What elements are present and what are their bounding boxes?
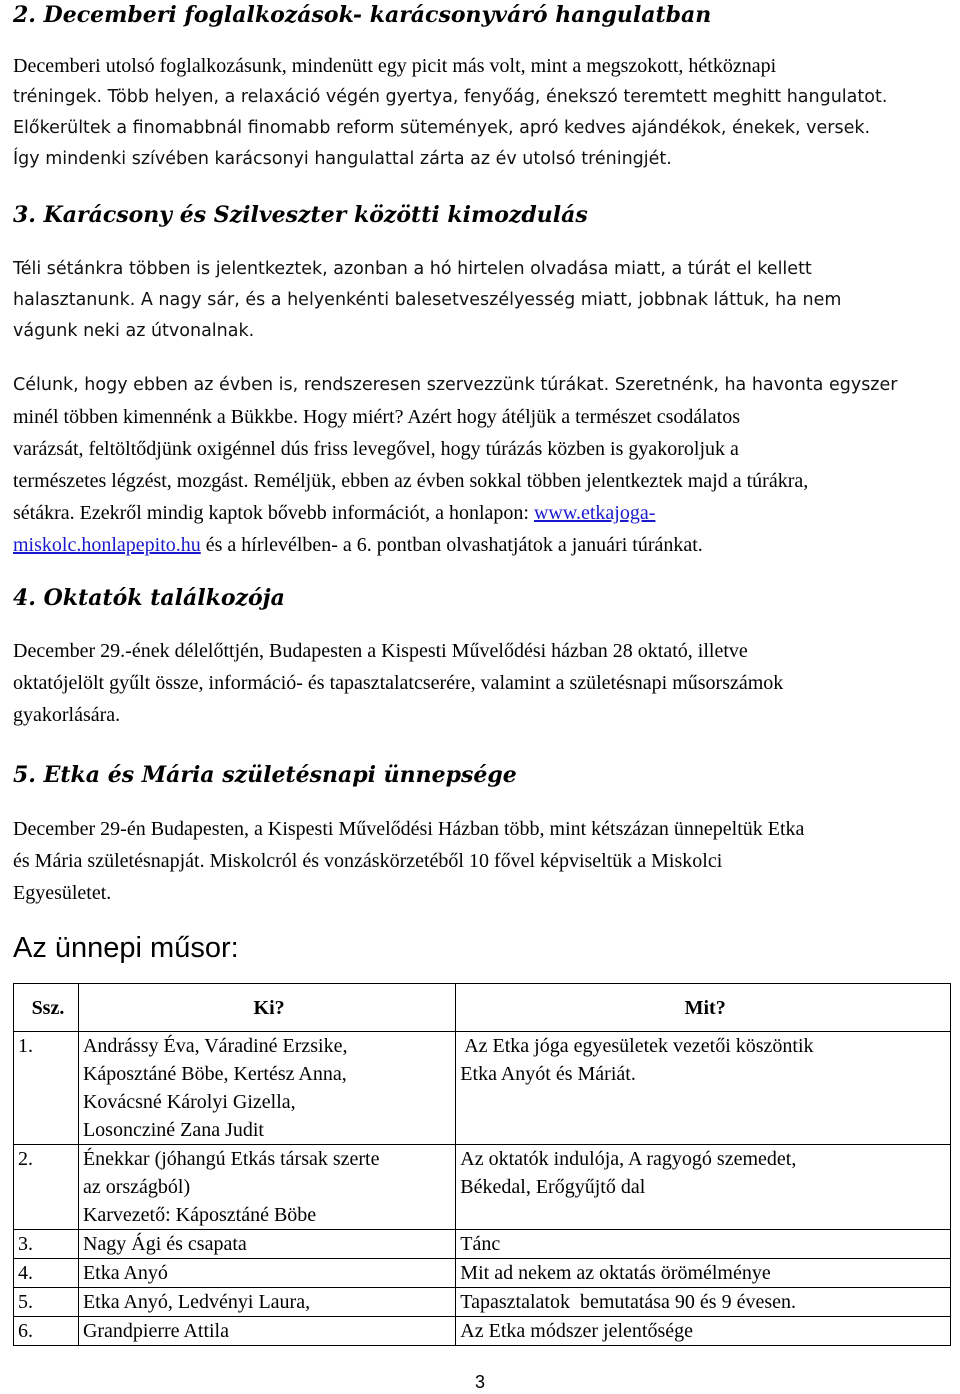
cell-line: Etka Anyó bbox=[82, 1262, 168, 1284]
website-link[interactable]: www.etkajoga- bbox=[533, 502, 656, 524]
cell-who bbox=[78, 1145, 455, 1230]
cell-line: Tapasztalatok bemutatása 90 és 9 évesen. bbox=[460, 1291, 796, 1313]
cell-line: Az Etka módszer jelentősége bbox=[460, 1320, 693, 1342]
section-2 bbox=[13, 0, 958, 175]
cell-what bbox=[456, 1145, 951, 1230]
program-table-body bbox=[14, 1032, 951, 1346]
cell-what bbox=[456, 1259, 951, 1288]
cell-number: 5. bbox=[14, 1288, 79, 1317]
paragraph-line bbox=[13, 529, 958, 561]
cell-who bbox=[78, 1317, 455, 1346]
cell-number: 4. bbox=[14, 1259, 79, 1288]
cell-who bbox=[78, 1259, 455, 1288]
section-3-text-1 bbox=[13, 254, 958, 347]
cell-line: Az Etka jóga egyesületek vezetői köszöntik bbox=[460, 1035, 814, 1057]
cell-number: 2. bbox=[14, 1145, 79, 1230]
header-number: Ssz. bbox=[14, 984, 79, 1032]
website-link-continued[interactable]: miskolc.honlapepito.hu bbox=[13, 534, 201, 556]
cell-line: Káposztáné Böbe, Kertész Anna, bbox=[82, 1063, 347, 1085]
cell-line: Énekkar (jóhangú Etkás társak szerte bbox=[82, 1148, 380, 1170]
cell-line: az országból) bbox=[82, 1176, 191, 1198]
paragraph-line: tréningek. Több helyen, a relaxáció végén gyertya, fenyőág, énekszó teremtett meghitt hangulatot. bbox=[13, 87, 888, 107]
table-row bbox=[14, 1317, 951, 1346]
paragraph-line: halasztanunk. A nagy sár, és a helyenkénti balesetveszélyesség miatt, jobbnak láttuk, ha nem bbox=[13, 290, 842, 310]
page-number: 3 bbox=[474, 1372, 485, 1392]
cell-number: 3. bbox=[14, 1230, 79, 1259]
paragraph-line: gyakorlására. bbox=[13, 704, 121, 726]
paragraph-line: oktatójelölt gyűlt össze, információ- és tapasztalatcserére, valamint a születésnapi műsorszámok bbox=[13, 672, 784, 694]
section-3 bbox=[13, 200, 958, 561]
table-header-row bbox=[14, 984, 951, 1032]
paragraph-line: Előkerültek a finomabbnál finomabb reform sütemények, apró kedves ajándékok, énekek, versek. bbox=[13, 118, 871, 138]
cell-what bbox=[456, 1230, 951, 1259]
paragraph-line: Így mindenki szívében karácsonyi hangulattal zárta az év utolsó tréningjét. bbox=[13, 149, 672, 169]
section-3-text-2 bbox=[13, 370, 958, 561]
paragraph-line: minél többen kimennénk a Bükkbe. Hogy miért? Azért hogy átéljük a természet csodálatos bbox=[13, 406, 741, 428]
section-4 bbox=[13, 583, 958, 731]
table-row bbox=[14, 1032, 951, 1145]
paragraph-line: és Mária születésnapját. Miskolcról és vonzáskörzetéből 10 fővel képviseltük a Miskolci bbox=[13, 850, 723, 872]
section-4-text bbox=[13, 635, 958, 731]
cell-who bbox=[78, 1032, 455, 1145]
cell-line: Karvezető: Káposztáné Böbe bbox=[82, 1204, 317, 1226]
section-5 bbox=[13, 760, 958, 909]
paragraph-line: Egyesületet. bbox=[13, 882, 112, 904]
paragraph-line: Téli sétánkra többen is jelentkeztek, azonban a hó hirtelen olvadása miatt, a túrát el kellett bbox=[13, 259, 812, 279]
section-4-heading: 4. Oktatók találkozója bbox=[13, 585, 285, 611]
text-after-link: és a hírlevélben- a 6. pontban olvashatjátok a januári túránkat. bbox=[200, 534, 703, 556]
paragraph-line: Decemberi utolsó foglalkozásunk, mindenütt egy picit más volt, mint a megszokott, hétköznapi bbox=[13, 55, 777, 77]
table-row bbox=[14, 1288, 951, 1317]
cell-who bbox=[78, 1230, 455, 1259]
section-2-text bbox=[13, 51, 958, 175]
cell-line: Az oktatók indulója, A ragyogó szemedet, bbox=[460, 1148, 797, 1170]
cell-line: Andrássy Éva, Váradiné Erzsike, bbox=[82, 1035, 348, 1057]
section-2-heading: 2. Decemberi foglalkozások- karácsonyváró hangulatban bbox=[13, 2, 712, 28]
cell-what bbox=[456, 1317, 951, 1346]
section-3-heading: 3. Karácsony és Szilveszter közötti kimozdulás bbox=[13, 202, 588, 228]
table-row bbox=[14, 1145, 951, 1230]
header-what: Mit? bbox=[456, 984, 951, 1032]
section-5-heading: 5. Etka és Mária születésnapi ünnepsége bbox=[13, 762, 517, 788]
cell-line: Grandpierre Attila bbox=[82, 1320, 229, 1342]
cell-line: Etka Anyót és Máriát. bbox=[460, 1063, 636, 1085]
cell-line: Etka Anyó, Ledvényi Laura, bbox=[82, 1291, 311, 1313]
cell-line: Nagy Ági és csapata bbox=[82, 1233, 247, 1255]
header-who: Ki? bbox=[78, 984, 455, 1032]
paragraph-line: Célunk, hogy ebben az évben is, rendszeresen szervezzünk túrákat. Szeretnénk, ha havonta egyszer bbox=[13, 375, 898, 395]
section-5-text bbox=[13, 813, 958, 909]
paragraph-line: December 29-én Budapesten, a Kispesti Művelődési Házban több, mint kétszázan ünnepeltük Etka bbox=[13, 818, 805, 840]
cell-line: Tánc bbox=[460, 1233, 501, 1255]
cell-who bbox=[78, 1288, 455, 1317]
cell-what bbox=[456, 1288, 951, 1317]
cell-number: 6. bbox=[14, 1317, 79, 1346]
text-before-link: sétákra. Ezekről mindig kaptok bővebb információt, a honlapon: bbox=[13, 502, 534, 524]
cell-number: 1. bbox=[14, 1032, 79, 1145]
program-title-block bbox=[13, 930, 958, 966]
paragraph-line: természetes légzést, mozgást. Reméljük, ebben az évben sokkal többen jelentkeztek majd a túrákra, bbox=[13, 470, 809, 492]
program-title: Az ünnepi műsor: bbox=[13, 932, 239, 964]
cell-line: Losoncziné Zana Judit bbox=[82, 1119, 264, 1141]
paragraph-line: vágunk neki az útvonalnak. bbox=[13, 321, 255, 341]
cell-line: Kovácsné Károlyi Gizella, bbox=[82, 1091, 296, 1113]
paragraph-line bbox=[13, 497, 958, 529]
cell-line: Békedal, Erőgyűjtő dal bbox=[460, 1176, 646, 1198]
table-row bbox=[14, 1230, 951, 1259]
program-table bbox=[13, 983, 951, 1346]
table-row bbox=[14, 1259, 951, 1288]
cell-line: Mit ad nekem az oktatás örömélménye bbox=[460, 1262, 771, 1284]
paragraph-line: varázsát, feltöltődjünk oxigénnel dús friss levegővel, hogy túrázás közben is gyakoroljuk a bbox=[13, 438, 739, 460]
cell-what bbox=[456, 1032, 951, 1145]
paragraph-line: December 29.-ének délelőttjén, Budapesten a Kispesti Művelődési házban 28 oktató, illetve bbox=[13, 640, 748, 662]
